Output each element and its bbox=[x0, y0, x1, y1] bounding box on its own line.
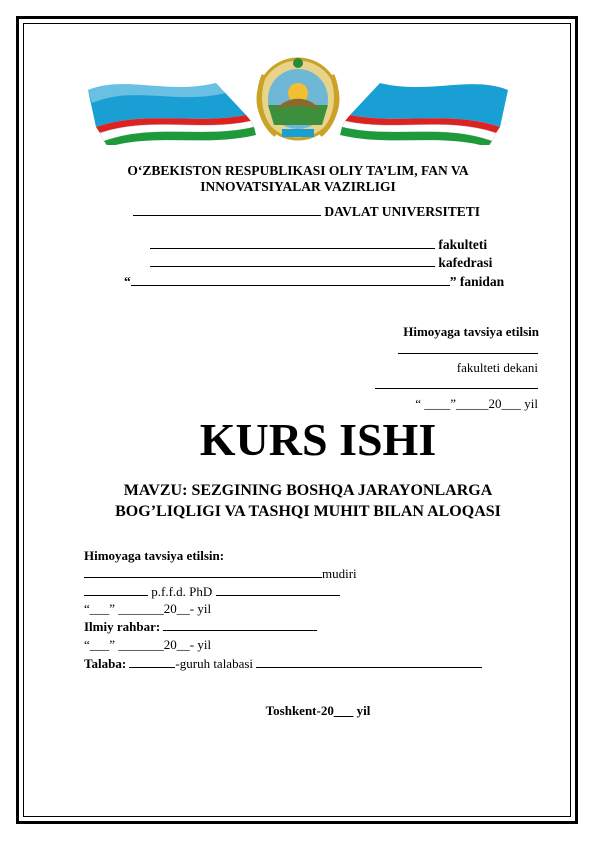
approval-heading: Himoyaga tavsiya etilsin bbox=[403, 324, 539, 339]
supervisor-label: Ilmiy rahbar: bbox=[84, 619, 161, 634]
head-blank bbox=[84, 566, 322, 578]
university-blank bbox=[133, 204, 321, 216]
approval-date: “ ____”_____20___ yil bbox=[415, 396, 538, 411]
department-label: kafedrasi bbox=[438, 255, 493, 270]
faculty-line bbox=[150, 237, 487, 253]
department-line bbox=[150, 255, 492, 271]
university-suffix: DAVLAT UNIVERSITETI bbox=[324, 204, 481, 219]
faculty-label: fakulteti bbox=[438, 237, 488, 252]
subject-line bbox=[124, 274, 504, 290]
head-mudiri: mudiri bbox=[322, 566, 357, 581]
subject-suffix: ” fanidan bbox=[449, 274, 505, 289]
ministry-line-2: INNOVATSIYALAR VAZIRLIGI bbox=[200, 179, 396, 194]
student-line bbox=[84, 656, 482, 672]
student-label: Talaba: bbox=[84, 656, 127, 671]
approval-signature-blank bbox=[398, 343, 538, 354]
faculty-blank bbox=[150, 237, 435, 249]
bottom-date-2: “___” _______20__- yil bbox=[84, 637, 212, 652]
topic-line-2: BOG’LIQLIGI VA TASHQI MUHIT BILAN ALOQASI bbox=[115, 503, 501, 520]
approval-name-blank bbox=[375, 378, 538, 389]
degree-blank-2 bbox=[216, 584, 340, 596]
subject-blank bbox=[131, 274, 450, 286]
group-text: -guruh talabasi bbox=[175, 656, 254, 671]
topic-line-1: MAVZU: SEZGINING BOSHQA JARAYONLARGA bbox=[123, 482, 493, 499]
bottom-approval-heading: Himoyaga tavsiya etilsin: bbox=[84, 548, 225, 563]
approval-dean: fakulteti dekani bbox=[456, 360, 538, 375]
degree-blank-1 bbox=[84, 584, 148, 596]
emblem-flag-image bbox=[86, 55, 510, 145]
footer-year: yil bbox=[353, 703, 371, 718]
supervisor-blank bbox=[163, 619, 317, 631]
footer-year-blank: ___ bbox=[333, 703, 354, 718]
document-title: KURS ISHI bbox=[199, 414, 437, 465]
group-blank bbox=[129, 656, 175, 668]
footer-place-year bbox=[0, 703, 596, 719]
degree-text: p.f.f.d. PhD bbox=[151, 584, 213, 599]
degree-line bbox=[84, 584, 340, 600]
footer-place: Toshkent-20 bbox=[265, 703, 334, 718]
university-line bbox=[133, 204, 480, 220]
student-name-blank bbox=[256, 656, 482, 668]
bottom-date-1: “___” _______20__- yil bbox=[84, 601, 212, 616]
department-blank bbox=[150, 255, 435, 267]
head-line bbox=[84, 566, 357, 582]
supervisor-line bbox=[84, 619, 317, 635]
subject-open-quote: “ bbox=[124, 274, 131, 289]
ministry-line-1: O‘ZBEKISTON RESPUBLIKASI OLIY TA’LIM, FAN VA bbox=[127, 163, 469, 178]
